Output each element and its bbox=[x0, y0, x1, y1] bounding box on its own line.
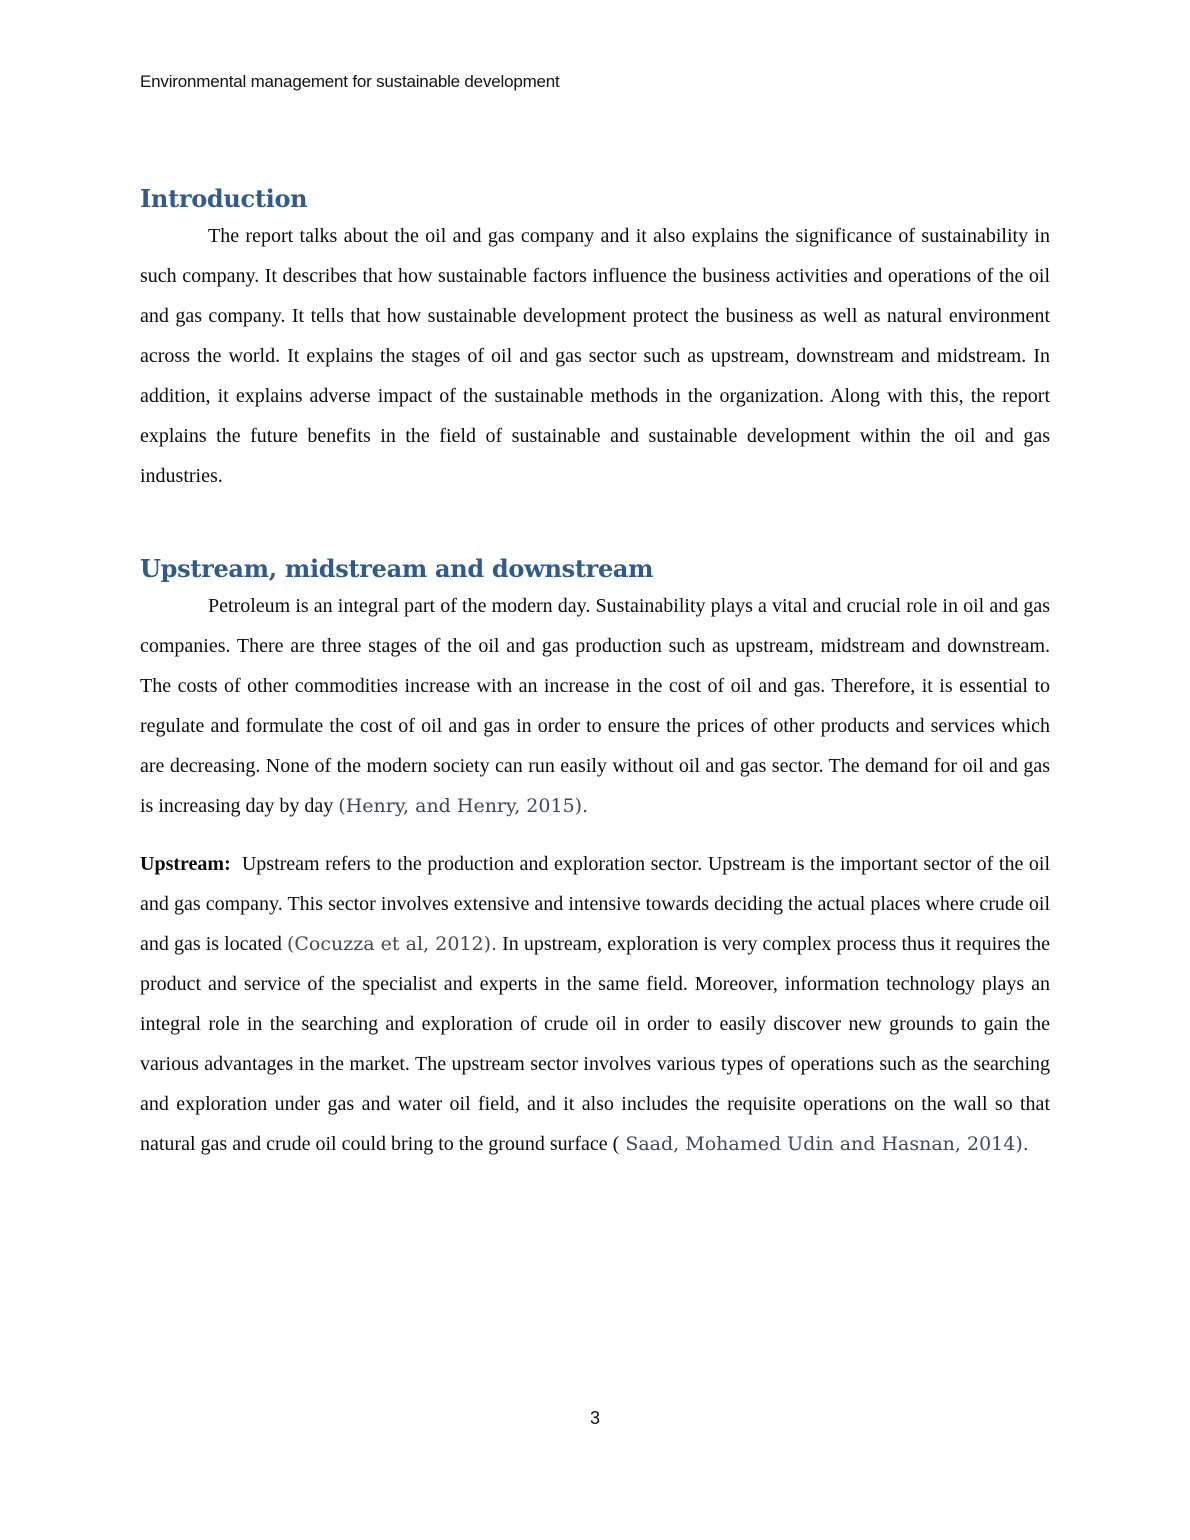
text-run: The report talks about the oil and gas company and it also explains the significance of sustainability in such company. It describes that how sustainable factors influence the business activities and operations of the oil and gas company. It tells that how sustainable development protect the business as well as natural environment across the world. It explains the stages of oil and gas sector such as upstream, downstream and midstream. In addition, it explains adverse impact of the sustainable methods in the organization. Along with this, the report explains the future benefits in the field of sustainable and sustainable development within the oil and gas industries. bbox=[140, 225, 1050, 487]
paragraph-petroleum bbox=[140, 586, 1050, 826]
running-header: Environmental management for sustainable development bbox=[140, 72, 560, 91]
page-number: 3 bbox=[589, 1408, 600, 1428]
section-heading-upstream-midstream-downstream: Upstream, midstream and downstream bbox=[140, 554, 654, 583]
text-run: In upstream, exploration is very complex process thus it requires the product and service of the specialist and experts in the same field. Moreover, information technology plays an integral role in the searching and exploration of crude oil in order to easily discover new grounds to gain the various advantages in the market. The upstream sector involves various types of operations such as the searching and exploration under gas and water oil field, and it also includes the requisite operations on the wall so that natural gas and crude oil could bring to the ground surface ( bbox=[140, 933, 1050, 1155]
citation-text: (Henry, and Henry, 2015). bbox=[338, 795, 589, 817]
citation-text: (Cocuzza et al, 2012). bbox=[286, 933, 498, 955]
section-heading-introduction: Introduction bbox=[140, 184, 308, 213]
citation-text: Saad, Mohamed Udin and Hasnan, 2014). bbox=[619, 1133, 1029, 1155]
text-run: Upstream refers to the production and exploration sector. Upstream is the important sector of the oil and gas company. This sector involves extensive and intensive towards deciding the actual places where crude oil and gas is located bbox=[140, 853, 1050, 955]
document-content bbox=[140, 182, 1050, 1164]
paragraph-introduction bbox=[140, 216, 1050, 496]
text-run: Petroleum is an integral part of the modern day. Sustainability plays a vital and crucial role in oil and gas companies. There are three stages of the oil and gas production such as upstream, midstream and downstream. The costs of other commodities increase with an increase in the cost of oil and gas. Therefore, it is essential to regulate and formulate the cost of oil and gas in order to ensure the prices of other products and services which are decreasing. None of the modern society can run easily without oil and gas sector. The demand for oil and gas is increasing day by day bbox=[140, 595, 1050, 817]
bold-run: Upstream: bbox=[140, 853, 231, 875]
paragraph-upstream bbox=[140, 844, 1050, 1164]
